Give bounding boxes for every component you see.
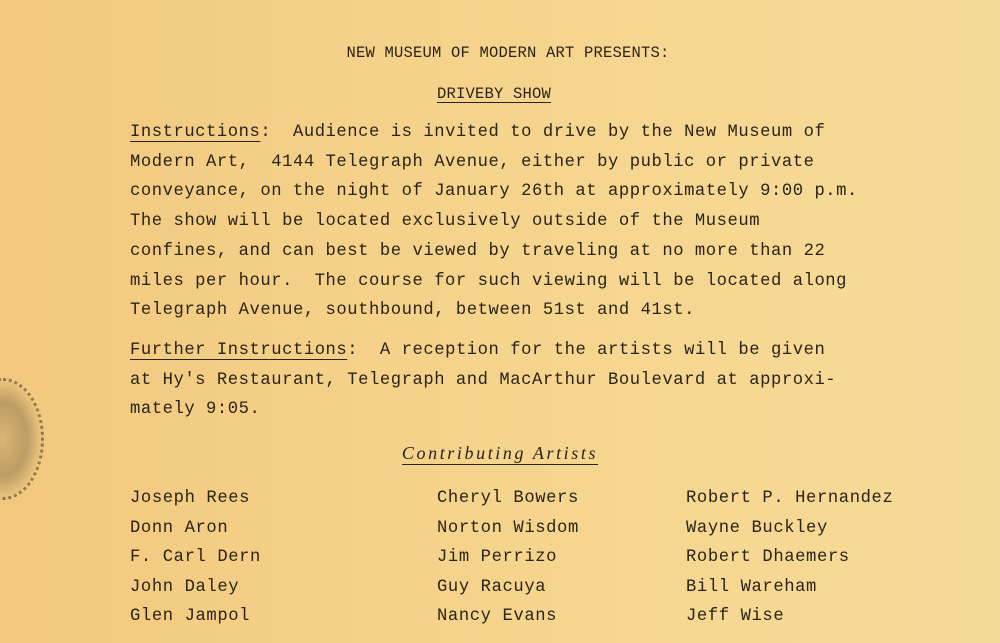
artist-name: Robert Dhaemers — [686, 548, 850, 567]
artist-name: Glen Jampol — [130, 607, 251, 626]
further-instructions-paragraph: Further Instructions: A reception for the artists will be given at Hy's Restaurant, Telegraph and MacArthur Boulevard at approxi- mately 9:05. — [130, 341, 837, 420]
instructions-line: The show will be located exclusively outside of the Museum — [130, 212, 761, 232]
contributing-artists-label: Contributing Artists — [401, 443, 599, 463]
artist-name: Nancy Evans — [437, 607, 558, 626]
presents-heading: NEW MUSEUM OF MODERN ART PRESENTS: — [346, 44, 670, 62]
artists-column-3 — [686, 484, 893, 632]
artist-name: Jeff Wise — [686, 607, 785, 626]
instructions-line: miles per hour. The course for such viewing will be located along — [130, 271, 848, 291]
show-title-wrap — [0, 85, 994, 103]
artist-name: Cheryl Bowers — [437, 489, 579, 508]
show-title: DRIVEBY SHOW — [436, 85, 552, 103]
further-line: at Hy's Restaurant, Telegraph and MacArthur Boulevard at approxi- — [130, 370, 837, 390]
instructions-paragraph: Instructions: Audience is invited to drive by the New Museum of Modern Art, 4144 Telegraph Avenue, either by public or private conveyance, on the night of January 26th at approximately 9:00 p.m. The show will be located exclusively outside of the Museum confines, and can best be viewed by traveling at no more than 22 miles per hour. The course for such viewing will be located along Telegraph Avenue, southbound, between 51st and 41st. — [130, 123, 858, 321]
instructions-line: conveyance, on the night of January 26th at approximately 9:00 p.m. — [130, 182, 858, 202]
artist-name: Norton Wisdom — [437, 518, 579, 538]
artist-name: Robert P. Hernandez — [686, 489, 894, 508]
artist-name: Donn Aron — [130, 518, 229, 538]
artist-name: Joseph Rees — [130, 489, 251, 508]
artist-name: Jim Perrizo — [437, 548, 558, 567]
contributing-artists-heading — [0, 443, 1000, 464]
further-instructions-label: Further Instructions — [130, 341, 348, 360]
further-line: A reception for the artists will be given — [379, 341, 826, 360]
artist-name: John Daley — [130, 577, 240, 597]
artists-column-2 — [437, 484, 579, 632]
instructions-line: Audience is invited to drive by the New Museum of — [292, 123, 826, 142]
artist-name: Bill Wareham — [686, 577, 817, 597]
ink-stamp-mark — [0, 378, 44, 500]
further-line: mately 9:05. — [130, 400, 261, 420]
artist-name: F. Carl Dern — [130, 548, 261, 567]
artist-name: Guy Racuya — [437, 577, 547, 597]
instructions-line: Telegraph Avenue, southbound, between 51st and 41st. — [130, 301, 695, 321]
artists-column-1 — [130, 484, 261, 632]
instructions-line: Modern Art, 4144 Telegraph Avenue, either by public or private — [130, 152, 815, 172]
instructions-line: confines, and can best be viewed by traveling at no more than 22 — [130, 241, 826, 261]
instructions-label: Instructions — [130, 123, 261, 142]
artist-name: Wayne Buckley — [686, 518, 828, 538]
